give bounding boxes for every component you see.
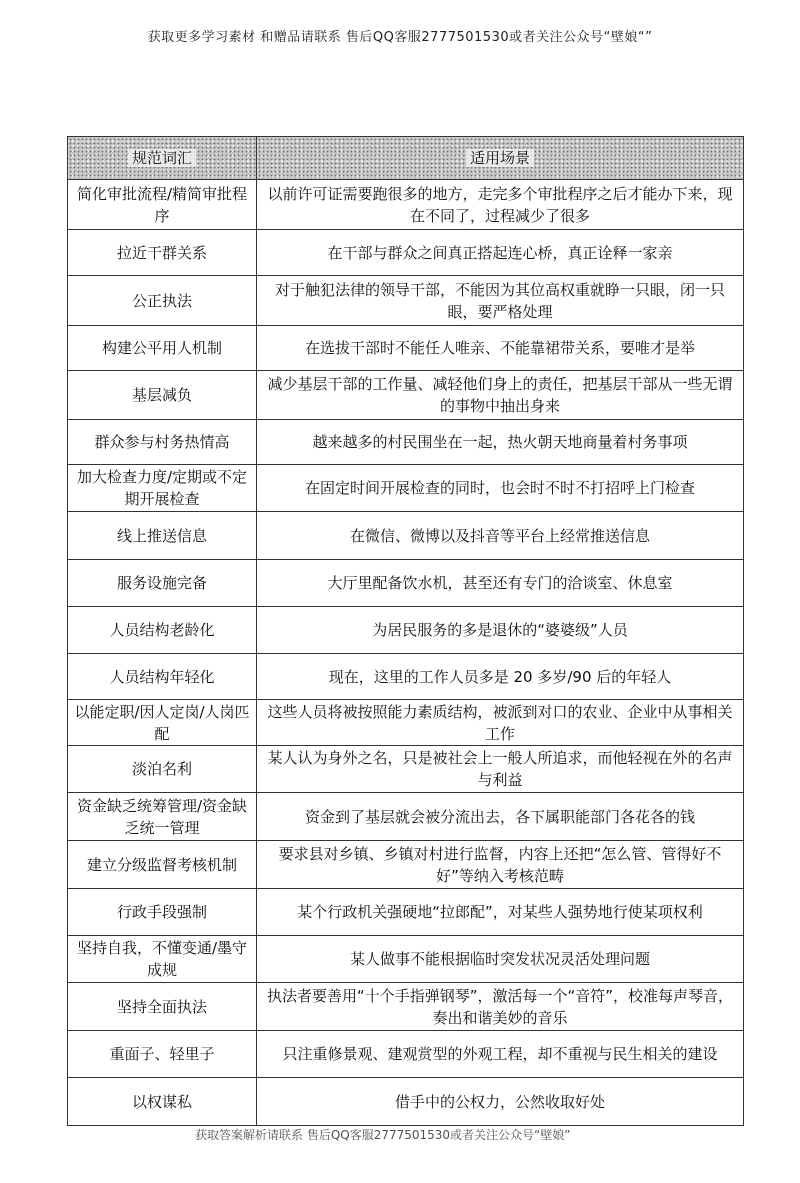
scene-cell: 资金到了基层就会被分流出去，各下属职能部门各花各的钱 <box>257 793 744 841</box>
term-cell: 人员结构年轻化 <box>68 654 257 700</box>
column-header-term: 规范词汇 <box>68 137 257 180</box>
term-cell: 线上推送信息 <box>68 512 257 560</box>
scene-cell: 在微信、微博以及抖音等平台上经常推送信息 <box>257 512 744 560</box>
term-cell: 构建公平用人机制 <box>68 326 257 371</box>
column-header-scene: 适用场景 <box>257 137 744 180</box>
table-row <box>68 560 744 607</box>
scene-cell: 在选拔干部时不能任人唯亲、不能靠裙带关系，要唯才是举 <box>257 326 744 371</box>
scene-cell: 对于触犯法律的领导干部，不能因为其位高权重就睁一只眼，闭一只眼，要严格处理 <box>257 276 744 326</box>
table-row <box>68 276 744 326</box>
table-row <box>68 746 744 793</box>
scene-cell: 某人认为身外之名，只是被社会上一般人所追求，而他轻视在外的名声与利益 <box>257 746 744 793</box>
scene-cell: 某个行政机关强硬地“拉郎配”，对某些人强势地行使某项权利 <box>257 889 744 936</box>
table-row <box>68 1078 744 1126</box>
scene-cell: 在干部与群众之间真正搭起连心桥，真正诠释一家亲 <box>257 230 744 276</box>
scene-cell: 只注重修景观、建观赏型的外观工程，却不重视与民生相关的建设 <box>257 1031 744 1078</box>
table-row <box>68 654 744 700</box>
scene-cell: 减少基层干部的工作量、减轻他们身上的责任，把基层干部从一些无谓的事物中抽出身来 <box>257 371 744 420</box>
table-row <box>68 371 744 420</box>
table-row <box>68 700 744 746</box>
term-cell: 以权谋私 <box>68 1078 257 1126</box>
scene-cell: 越来越多的村民围坐在一起，热火朝天地商量着村务事项 <box>257 420 744 465</box>
scene-cell: 这些人员将被按照能力素质结构，被派到对口的农业、企业中从事相关工作 <box>257 700 744 746</box>
table-row <box>68 607 744 654</box>
table-row <box>68 420 744 465</box>
scene-cell: 某人做事不能根据临时突发状况灵活处理问题 <box>257 936 744 983</box>
table-header-row <box>68 137 744 180</box>
scene-cell: 要求县对乡镇、乡镇对村进行监督，内容上还把“怎么管、管得好不好”等纳入考核范畴 <box>257 841 744 889</box>
term-cell: 人员结构老龄化 <box>68 607 257 654</box>
table-row <box>68 512 744 560</box>
term-cell: 坚持全面执法 <box>68 983 257 1031</box>
table-row <box>68 983 744 1031</box>
header-note: 获取更多学习素材 和赠品请联系 售后QQ客服2777501530或者关注公众号“壁娘“” <box>147 30 653 45</box>
term-cell: 拉近干群关系 <box>68 230 257 276</box>
table-row <box>68 465 744 512</box>
table-row <box>68 841 744 889</box>
scene-cell: 现在，这里的工作人员多是 20 多岁/90 后的年轻人 <box>257 654 744 700</box>
term-cell: 淡泊名利 <box>68 746 257 793</box>
term-cell: 行政手段强制 <box>68 889 257 936</box>
table-row <box>68 230 744 276</box>
table-body <box>68 180 744 1126</box>
table-row <box>68 889 744 936</box>
scene-cell: 在固定时间开展检查的同时，也会时不时不打招呼上门检查 <box>257 465 744 512</box>
term-cell: 坚持自我，不懂变通/墨守成规 <box>68 936 257 983</box>
term-cell: 简化审批流程/精简审批程序 <box>68 180 257 230</box>
term-cell: 重面子、轻里子 <box>68 1031 257 1078</box>
term-cell: 资金缺乏统筹管理/资金缺乏统一管理 <box>68 793 257 841</box>
scene-cell: 执法者要善用“十个手指弹钢琴”，激活每一个“音符”，校准每声琴音，奏出和谐美妙的音乐 <box>257 983 744 1031</box>
scene-cell: 借手中的公权力，公然收取好处 <box>257 1078 744 1126</box>
table-row <box>68 1031 744 1078</box>
scene-cell: 大厅里配备饮水机，甚至还有专门的洽谈室、休息室 <box>257 560 744 607</box>
vocabulary-table <box>67 136 744 1126</box>
scene-cell: 以前许可证需要跑很多的地方，走完多个审批程序之后才能办下来，现在不同了，过程减少了很多 <box>257 180 744 230</box>
scene-cell: 为居民服务的多是退休的“婆婆级”人员 <box>257 607 744 654</box>
term-cell: 加大检查力度/定期或不定期开展检查 <box>68 465 257 512</box>
term-cell: 服务设施完备 <box>68 560 257 607</box>
table-row <box>68 936 744 983</box>
term-cell: 建立分级监督考核机制 <box>68 841 257 889</box>
table-row <box>68 793 744 841</box>
table-row <box>68 180 744 230</box>
term-cell: 公正执法 <box>68 276 257 326</box>
footer-note: 获取答案解析请联系 售后QQ客服2777501530或者关注公众号“壁娘” <box>195 1128 571 1142</box>
table-row <box>68 326 744 371</box>
term-cell: 基层减负 <box>68 371 257 420</box>
term-cell: 以能定职/因人定岗/人岗匹配 <box>68 700 257 746</box>
term-cell: 群众参与村务热情高 <box>68 420 257 465</box>
